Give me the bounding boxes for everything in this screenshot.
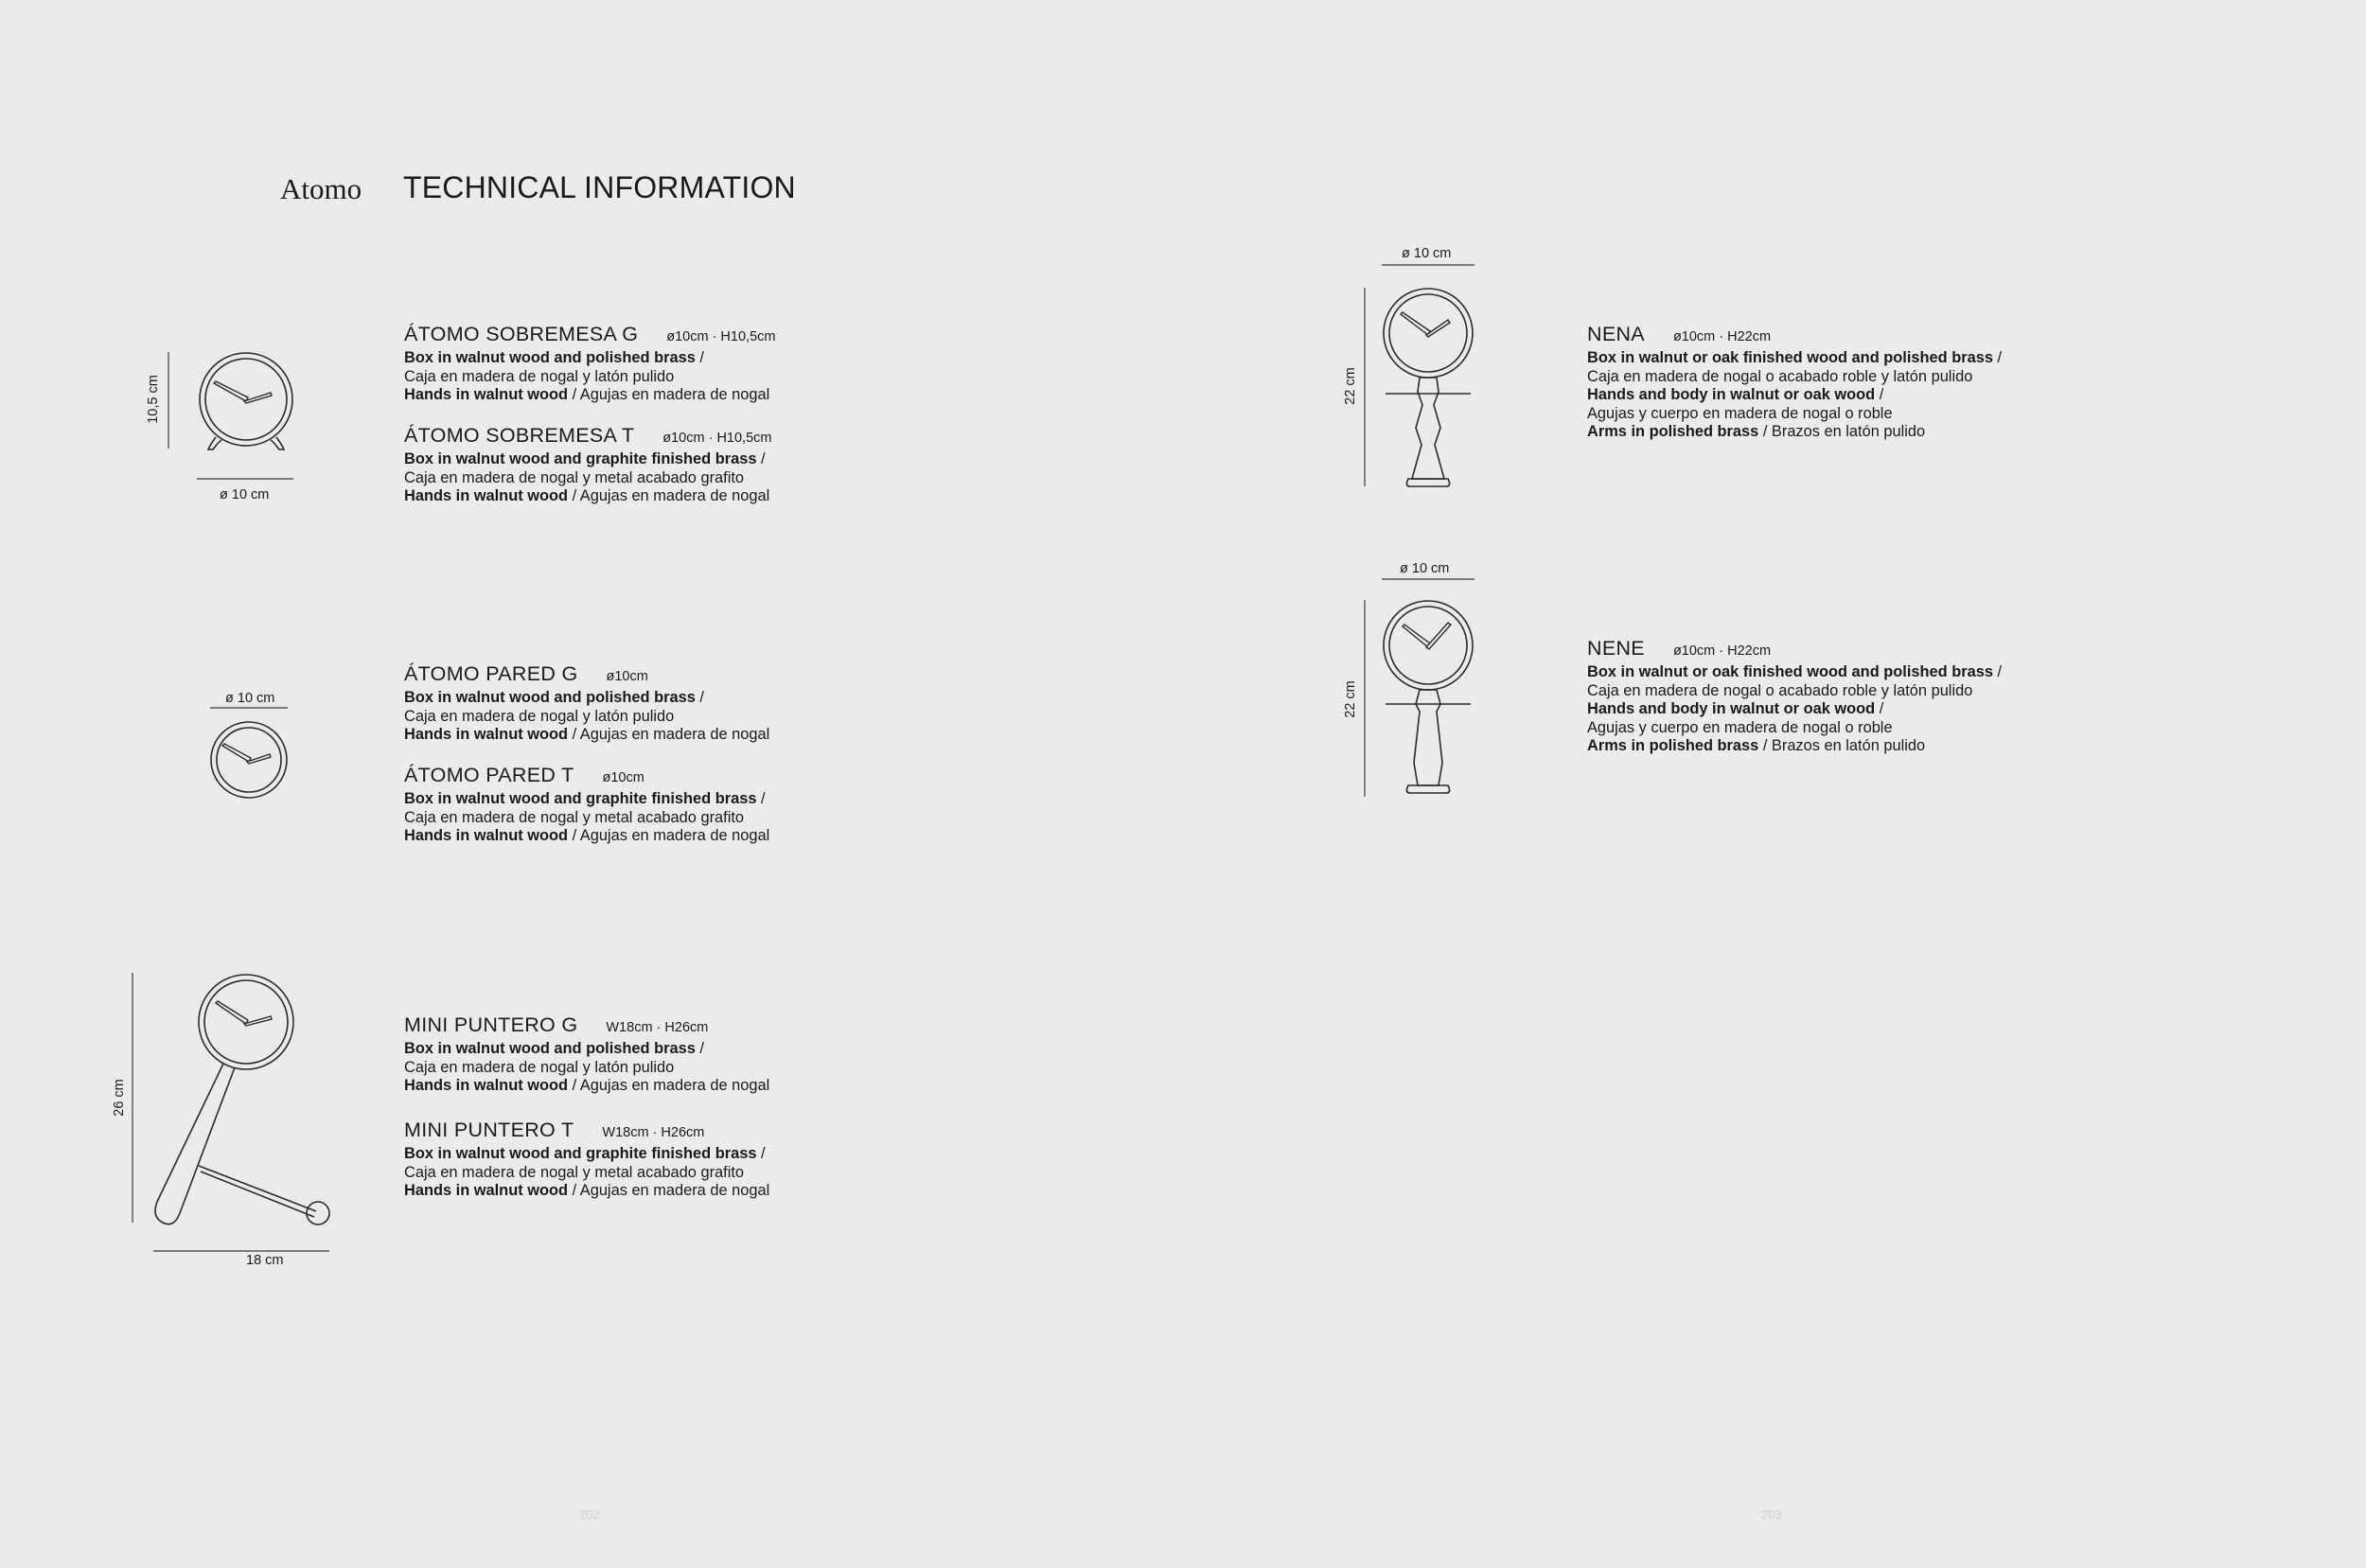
stand-leg [155,1064,235,1224]
product-name: ÁTOMO PARED T [404,764,574,786]
spec-rest: / Agujas en madera de nogal [568,1077,770,1095]
spec-rest: / [1875,700,1884,718]
product-name: MINI PUNTERO G [404,1013,578,1036]
spec-rest: / [695,349,704,366]
spec-bold: Arms in polished brass [1587,423,1759,441]
spec-rest: / [695,1040,704,1057]
nena-height-label: 22 cm [1342,367,1358,405]
spec-line [404,689,991,708]
spec-rest: / Agujas en madera de nogal [568,1182,770,1200]
spec-line [1587,386,2174,405]
spec-bold: Box in walnut wood and graphite finished brass [404,790,757,807]
spec-line [404,1077,991,1096]
product-dimensions: W18cm · H26cm [602,1125,705,1140]
spec-bold: Box in walnut wood and polished brass [404,349,696,366]
spec-line [404,1040,991,1059]
spec-line [1587,423,2174,442]
spec-line: Caja en madera de nogal y latón pulido [404,1058,675,1076]
spec-bold: Hands in walnut wood [404,726,569,744]
body [1412,378,1444,479]
product-dimensions: ø10cm · H22cm [1672,329,1772,344]
spec-rest: / Agujas en madera de nogal [568,726,770,744]
base [1406,479,1449,486]
spec-rest: / Brazos en latón pulido [1758,423,1926,441]
spec-rest: / [1992,349,2003,366]
product-name: NENA [1587,323,1645,345]
page-number-right: 203 [1761,1507,1782,1522]
product-name: MINI PUNTERO T [404,1119,574,1141]
mini-puntero-drawing [104,965,341,1277]
pared-clock-drawing [199,700,303,814]
product-atomo-sobremesa-g [404,323,991,405]
spec-line [404,349,991,368]
puntero-height-label: 26 cm [111,1079,127,1117]
sobremesa-width-label: ø 10 cm [220,487,270,502]
spec-bold: Hands in walnut wood [404,1077,569,1095]
product-dimensions: ø10cm [606,669,648,684]
spec-line [404,1182,991,1201]
nene-drawing [1353,570,1486,806]
spec-rest: / [695,689,704,706]
spec-line [404,827,991,846]
spec-rest: / Agujas en madera de nogal [568,386,770,404]
spec-line [404,1145,991,1164]
sobremesa-clock-drawing [142,341,312,511]
product-mini-puntero-g [404,1013,991,1096]
product-dimensions: ø10cm · H10,5cm [662,431,772,446]
spec-line: Caja en madera de nogal y metal acabado grafito [404,808,745,826]
product-dimensions: ø10cm · H10,5cm [666,329,776,344]
spec-line [404,386,991,405]
spec-bold: Hands in walnut wood [404,386,569,404]
spec-bold: Box in walnut wood and polished brass [404,1040,696,1057]
spec-bold: Box in walnut wood and polished brass [404,689,696,706]
spec-bold: Hands and body in walnut or oak wood [1587,700,1876,718]
spec-rest: / Brazos en latón pulido [1758,737,1926,755]
product-nena [1587,323,2174,442]
spec-line [404,790,991,809]
spec-rest: / Agujas en madera de nogal [568,487,770,505]
spec-line: Agujas y cuerpo en madera de nogal o roble [1587,718,1893,736]
spec-rest: / [756,450,766,467]
stand-rod [199,1166,316,1211]
spec-line: Caja en madera de nogal y metal acabado grafito [404,1163,745,1181]
spec-line [1587,663,2174,682]
product-dimensions: ø10cm · H22cm [1672,643,1772,659]
product-atomo-pared-g [404,662,991,745]
hour-hand [1403,625,1430,647]
series-name: Atomo [280,172,362,205]
page-number-left: 202 [579,1507,600,1522]
spec-line [404,726,991,745]
right-foot [271,437,284,449]
sobremesa-height-label: 10,5 cm [145,375,161,424]
spec-rest: / [1992,663,2003,680]
spec-line [404,450,991,469]
pared-width-label: ø 10 cm [225,691,275,706]
product-name: ÁTOMO SOBREMESA T [404,424,635,447]
puntero-width-label: 18 cm [246,1253,284,1268]
spec-bold: Box in walnut or oak finished wood and polished brass [1587,349,1993,366]
hour-hand [216,1001,248,1024]
spec-rest: / Agujas en madera de nogal [568,827,770,845]
product-atomo-pared-t [404,764,991,846]
stand-rod-edge [201,1172,314,1217]
product-dimensions: ø10cm [602,770,644,785]
spec-line [1587,737,2174,756]
product-dimensions: W18cm · H26cm [606,1020,709,1035]
spec-bold: Hands in walnut wood [404,1182,569,1200]
product-name: ÁTOMO SOBREMESA G [404,323,639,345]
nene-width-label: ø 10 cm [1400,561,1450,576]
nena-width-label: ø 10 cm [1402,246,1452,261]
spec-line: Caja en madera de nogal y latón pulido [404,367,675,385]
spec-bold: Hands and body in walnut or oak wood [1587,386,1876,404]
product-name: NENE [1587,637,1645,660]
product-nene [1587,637,2174,756]
base [1406,785,1449,793]
nene-height-label: 22 cm [1342,680,1358,718]
product-name: ÁTOMO PARED G [404,662,578,685]
spec-line: Caja en madera de nogal y latón pulido [404,707,675,725]
spec-line [404,487,991,506]
product-mini-puntero-t [404,1119,991,1201]
hour-hand [1401,312,1430,335]
hour-hand [222,744,251,762]
spec-rest: / [756,790,766,807]
spec-line: Caja en madera de nogal y metal acabado grafito [404,468,745,486]
spec-rest: / [1875,386,1884,404]
left-foot [208,437,221,449]
spec-bold: Arms in polished brass [1587,737,1759,755]
spec-bold: Hands in walnut wood [404,827,569,845]
minute-hand [244,1016,272,1026]
spec-line [1587,700,2174,719]
nena-drawing [1353,255,1486,502]
hour-hand [214,381,248,401]
spec-rest: / [756,1145,766,1162]
product-atomo-sobremesa-t [404,424,991,506]
page-title: TECHNICAL INFORMATION [403,170,796,204]
spec-line: Agujas y cuerpo en madera de nogal o roble [1587,404,1893,422]
minute-hand [1426,623,1451,649]
minute-hand [1426,320,1450,337]
spec-bold: Hands in walnut wood [404,487,569,505]
stand-ball [307,1202,329,1224]
spec-line: Caja en madera de nogal o acabado roble y latón pulido [1587,681,1973,699]
spec-bold: Box in walnut or oak finished wood and polished brass [1587,663,1993,680]
spec-line [1587,349,2174,368]
spec-bold: Box in walnut wood and graphite finished brass [404,1145,757,1162]
spec-line: Caja en madera de nogal o acabado roble y latón pulido [1587,367,1973,385]
spec-bold: Box in walnut wood and graphite finished brass [404,450,757,467]
